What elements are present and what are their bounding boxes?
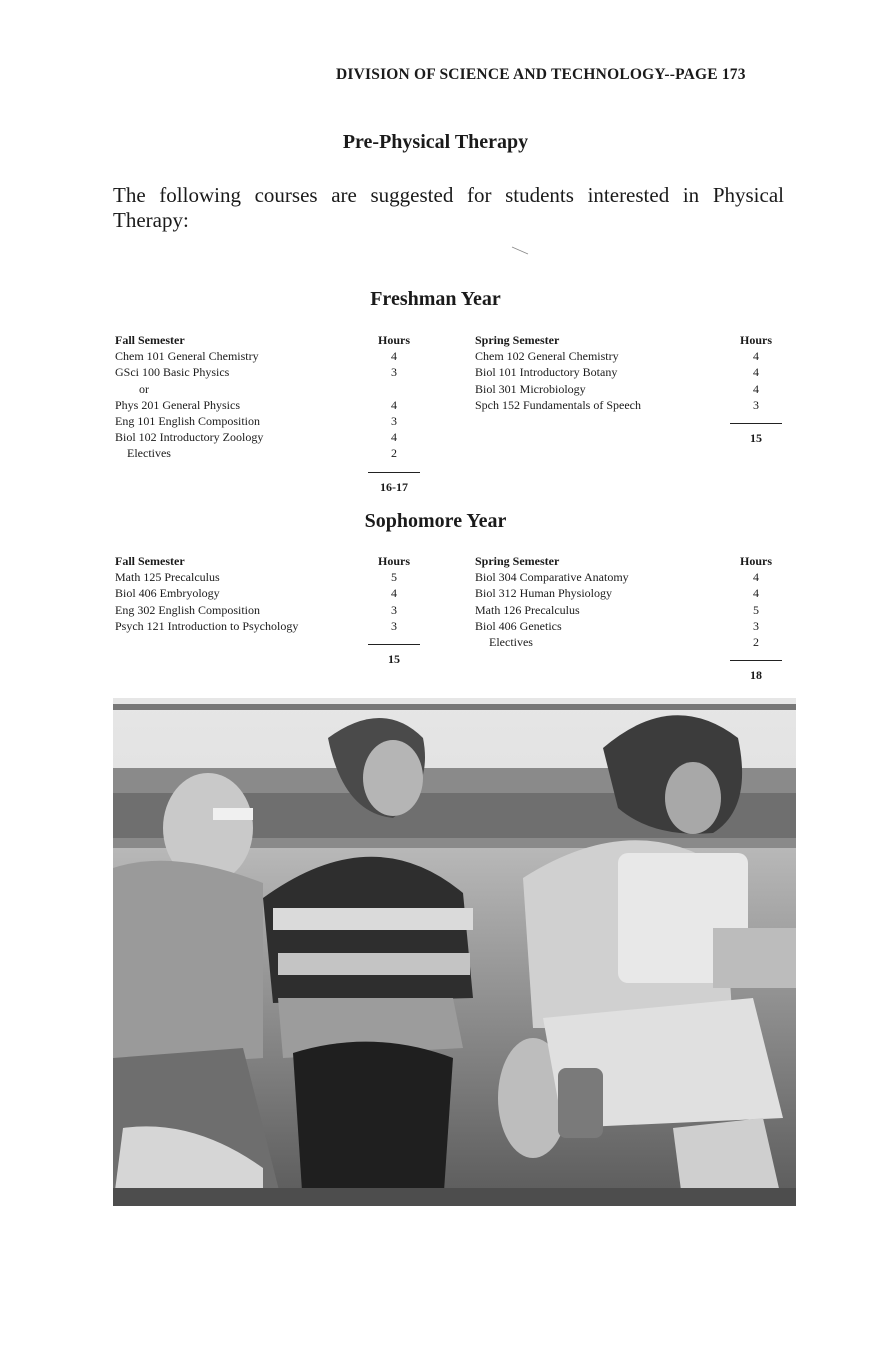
page-title: Pre-Physical Therapy xyxy=(342,131,529,153)
course-hours: 2 xyxy=(391,446,397,461)
course-hours: 3 xyxy=(391,413,397,428)
scan-mark xyxy=(510,245,530,255)
course-name: Phys 201 General Physics xyxy=(115,397,240,412)
course-name: Math 126 Precalculus xyxy=(475,602,580,617)
course-name: Biol 301 Microbiology xyxy=(475,381,586,396)
running-head: DIVISION OF SCIENCE AND TECHNOLOGY--PAGE 173 xyxy=(336,66,746,83)
course-hours: 4 xyxy=(391,430,397,445)
course-hours: 3 xyxy=(391,365,397,380)
course-hours: 4 xyxy=(753,570,759,585)
column-header: Spring Semester xyxy=(475,554,560,568)
course-hours: 5 xyxy=(391,570,397,585)
course-name: Electives xyxy=(489,634,533,649)
course-hours: 4 xyxy=(753,586,759,601)
course-name: Biol 406 Genetics xyxy=(475,618,562,633)
column-header: Spring Semester xyxy=(475,333,560,347)
course-name: Eng 101 English Composition xyxy=(115,413,261,428)
sophomore-fall-hours xyxy=(366,553,422,667)
course-name: Eng 302 English Composition xyxy=(115,602,261,617)
hours-header: Hours xyxy=(377,554,410,568)
students-photo-illustration xyxy=(113,698,796,1206)
course-name: Spch 152 Fundamentals of Speech xyxy=(475,397,641,412)
hours-header: Hours xyxy=(739,333,772,347)
course-hours: 4 xyxy=(753,349,759,364)
course-hours xyxy=(366,381,422,397)
course-hours: 3 xyxy=(391,618,397,633)
course-hours: 4 xyxy=(391,349,397,364)
semester-total: 18 xyxy=(750,668,762,683)
hours-header: Hours xyxy=(739,554,772,568)
course-hours: 5 xyxy=(753,602,759,617)
column-header: Fall Semester xyxy=(115,333,185,347)
semester-total: 15 xyxy=(750,430,762,445)
sophomore-spring-courses xyxy=(475,553,715,650)
freshman-year-heading: Freshman Year xyxy=(370,288,501,310)
sophomore-fall-courses xyxy=(115,553,355,634)
hours-header: Hours xyxy=(377,333,410,347)
semester-total: 16-17 xyxy=(380,479,408,494)
freshman-spring-hours xyxy=(728,332,784,446)
total-rule xyxy=(368,472,420,473)
course-name: Chem 102 General Chemistry xyxy=(475,349,619,364)
course-name: Electives xyxy=(127,446,171,461)
freshman-fall-courses xyxy=(115,332,355,462)
course-hours: 4 xyxy=(753,381,759,396)
course-hours: 3 xyxy=(753,397,759,412)
course-name: or xyxy=(139,381,149,396)
course-name: Biol 101 Introductory Botany xyxy=(475,365,618,380)
course-name: GSci 100 Basic Physics xyxy=(115,365,230,380)
course-name: Biol 406 Embryology xyxy=(115,586,220,601)
course-name: Biol 312 Human Physiology xyxy=(475,586,613,601)
students-photograph xyxy=(113,698,796,1206)
total-rule xyxy=(368,644,420,645)
course-hours: 4 xyxy=(391,397,397,412)
course-hours: 3 xyxy=(391,602,397,617)
course-name: Biol 102 Introductory Zoology xyxy=(115,430,264,445)
freshman-spring-courses xyxy=(475,332,715,413)
course-hours: 4 xyxy=(391,586,397,601)
column-header: Fall Semester xyxy=(115,554,185,568)
course-hours: 4 xyxy=(753,365,759,380)
course-name: Chem 101 General Chemistry xyxy=(115,349,259,364)
total-rule xyxy=(730,423,782,424)
freshman-fall-hours xyxy=(366,332,422,495)
semester-total: 15 xyxy=(388,651,400,666)
course-hours: 3 xyxy=(753,618,759,633)
sophomore-spring-hours xyxy=(728,553,784,683)
course-name: Biol 304 Comparative Anatomy xyxy=(475,570,629,585)
sophomore-year-heading: Sophomore Year xyxy=(364,510,507,532)
intro-paragraph: The following courses are suggested for students interested in Physical Therapy: xyxy=(113,183,784,232)
course-name: Math 125 Precalculus xyxy=(115,570,220,585)
total-rule xyxy=(730,660,782,661)
course-name: Psych 121 Introduction to Psychology xyxy=(115,618,299,633)
course-hours: 2 xyxy=(753,634,759,649)
